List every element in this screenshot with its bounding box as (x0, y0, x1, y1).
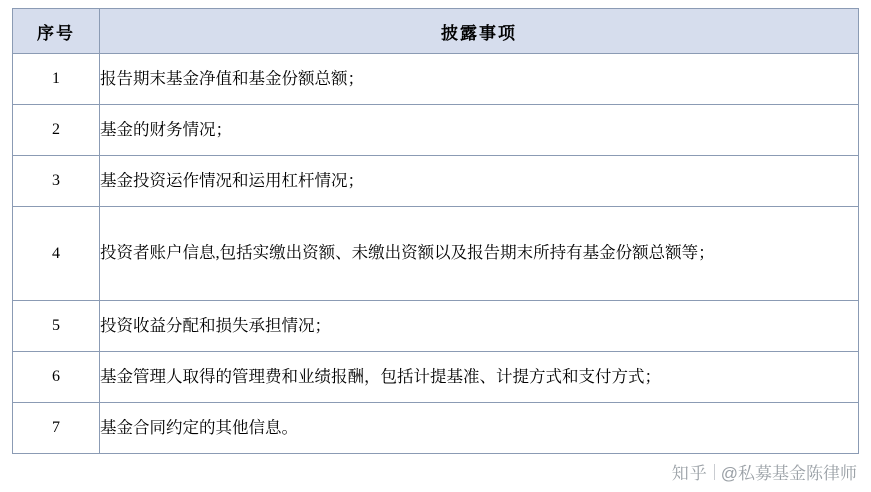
row-number: 6 (13, 352, 100, 403)
column-header-no: 序号 (13, 9, 100, 54)
column-header-item: 披露事项 (100, 9, 859, 54)
table-row (13, 207, 859, 301)
row-number: 3 (13, 156, 100, 207)
row-item: 报告期末基金净值和基金份额总额； (100, 54, 859, 105)
row-item: 基金的财务情况； (100, 105, 859, 156)
table-row (13, 54, 859, 105)
row-item: 基金合同约定的其他信息。 (100, 403, 859, 454)
table-header-row (13, 9, 859, 54)
watermark (672, 459, 857, 484)
row-item: 基金投资运作情况和运用杠杆情况； (100, 156, 859, 207)
table-body (13, 54, 859, 454)
watermark-author: @私募基金陈律师 (720, 464, 857, 483)
table-row (13, 105, 859, 156)
watermark-divider (714, 464, 715, 480)
zhihu-logo-icon: 知乎 (671, 464, 708, 483)
row-number: 1 (13, 54, 100, 105)
table-row (13, 403, 859, 454)
table-header (13, 9, 859, 54)
table-row (13, 156, 859, 207)
document-page (0, 8, 871, 492)
row-number: 7 (13, 403, 100, 454)
row-number: 5 (13, 301, 100, 352)
table-row (13, 352, 859, 403)
row-item: 投资收益分配和损失承担情况； (100, 301, 859, 352)
row-number: 4 (13, 207, 100, 301)
disclosure-table (12, 8, 859, 454)
row-item: 投资者账户信息,包括实缴出资额、未缴出资额以及报告期末所持有基金份额总额等； (100, 207, 859, 301)
table-row (13, 301, 859, 352)
row-item: 基金管理人取得的管理费和业绩报酬，包括计提基准、计提方式和支付方式； (100, 352, 859, 403)
row-number: 2 (13, 105, 100, 156)
